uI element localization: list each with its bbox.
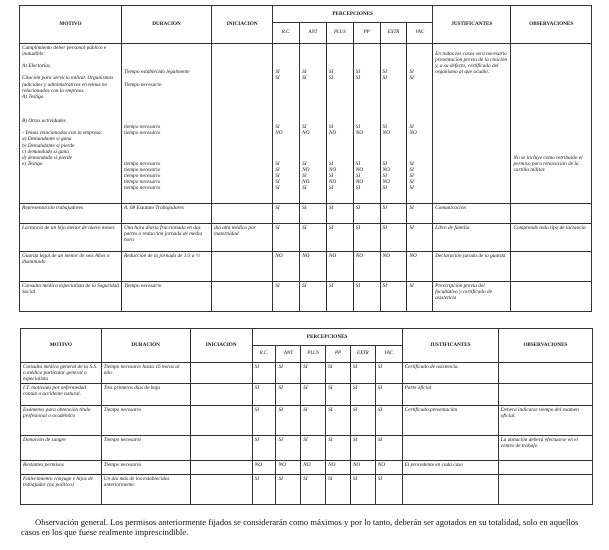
header-duracion: DURACION [101, 329, 190, 363]
cell-perc-pp: SI [353, 204, 380, 224]
perc-col-rc: R.C. [273, 23, 300, 44]
perc-col-plus: PLUS [301, 346, 326, 363]
cell-perc-pp: SI [326, 436, 351, 461]
table-row [20, 44, 592, 204]
cell-perc-rc: SI [273, 204, 300, 224]
perc-col-pp: PP [326, 346, 351, 363]
cell-observaciones [498, 363, 592, 384]
cell-motivo: Representación trabajadores [20, 204, 122, 224]
header-motivo: MOTIVO [20, 6, 122, 44]
cell-perc-ant: SI [276, 363, 301, 384]
cell-perc-plus: SI [326, 204, 353, 224]
cell-motivo: Restantes permisos [21, 461, 102, 475]
perc-col-extr: EXTR [350, 346, 375, 363]
table-row [20, 224, 592, 252]
cell-observaciones [511, 252, 592, 282]
cell-perc-vac: SI [407, 224, 433, 252]
cell-justificantes: Parte oficial [402, 384, 498, 406]
cell-observaciones: Deberá indicarse tiempo del examen oficial. [498, 406, 592, 436]
cell-perc-ant: SI [300, 224, 327, 252]
cell-perc-extr: NO [350, 461, 375, 475]
cell-iniciacion [212, 204, 273, 224]
cell-perc-rc: SI [252, 363, 276, 384]
header-motivo: MOTIVO [21, 329, 102, 363]
cell-perc-rc: NO [252, 461, 276, 475]
header-iniciacion: INICIACION [190, 329, 252, 363]
cell-perc-pp: NO [353, 252, 380, 282]
cell-perc-plus: NO [301, 461, 326, 475]
cell-perc-plus: SI [326, 224, 353, 252]
table-row [20, 252, 592, 282]
cell-perc-extr: SI [380, 224, 407, 252]
table-row [21, 461, 593, 475]
cell-perc-extr: SI [380, 282, 407, 312]
cell-perc-pp: SI [326, 384, 351, 406]
permits-table-1 [19, 5, 592, 312]
cell-observaciones [498, 461, 592, 475]
cell-perc-extr: SI [350, 406, 375, 436]
cell-justificantes: En todos los casos será necesario presentación previa de la citación y, a su defecto, certificado del organismo al que acudió. [433, 44, 511, 204]
cell-motivo: Lactancia de un hijo menor de nueve meses [20, 224, 122, 252]
cell-perc-pp: SI [326, 475, 351, 505]
cell-observaciones [511, 282, 592, 312]
cell-perc-rc: SI [252, 475, 276, 505]
cell-perc-pp: SI [326, 363, 351, 384]
cell-justificantes [402, 475, 498, 505]
perc-col-vac: VAC [375, 346, 402, 363]
header-justificantes: JUSTIFICANTES [433, 6, 511, 44]
perc-col-plus: PLUS [326, 23, 353, 44]
cell-perc-rc: SI [273, 282, 300, 312]
cell-iniciacion: día alta médico por maternidad [212, 224, 273, 252]
perc-col-rc: R.C. [252, 346, 276, 363]
cell-duracion: Tiempo necesario [121, 282, 211, 312]
cell-duracion: Tiempo necesario [101, 461, 190, 475]
cell-iniciacion [212, 282, 273, 312]
perc-col-ant: ANT [300, 23, 327, 44]
cell-perc-plus: SI [301, 406, 326, 436]
cell-perc-ant: SI [276, 384, 301, 406]
cell-justificantes: Prescripción previa del facultativo y certificado de asistencia [433, 282, 511, 312]
cell-iniciacion [190, 461, 252, 475]
cell-perc-rc: SI [252, 406, 276, 436]
cell-perc-pp: SI SI SI NO SI NO SI NO SI [353, 44, 380, 204]
cell-justificantes: El procedente en cada caso [402, 461, 498, 475]
cell-perc-vac: SI [375, 406, 402, 436]
cell-justificantes: Comunicación [433, 204, 511, 224]
cell-motivo: Cumplimiento deber personal público e inaludible: A) Electorías Citación para servicio militar. Organismos judiciales y administrativos en temas no relacionados con la empresa. A) Testigo B) Otras actividades - Temas relacionados con la empresa: a) Demandante si gana b) Demandante si pierde c) demandado si gana d) demandado si pierde e) Testigo [20, 44, 122, 204]
cell-perc-pp: SI [326, 406, 351, 436]
cell-perc-pp: NO [326, 461, 351, 475]
cell-motivo: Consulta médica especialista de la Seguridad Social [20, 282, 122, 312]
cell-perc-extr: SI [350, 363, 375, 384]
permits-table-2 [20, 328, 593, 505]
header-observaciones: OBSERVACIONES [498, 329, 592, 363]
cell-duracion: Tiempo necesario [101, 436, 190, 461]
cell-iniciacion [212, 252, 273, 282]
cell-perc-vac: SI [407, 282, 433, 312]
cell-motivo: Guarda legal de un menor de seis Años o disminuido [20, 252, 122, 282]
header-percepciones: PERCEPCIONES [252, 329, 402, 346]
cell-iniciacion [190, 363, 252, 384]
cell-iniciacion [212, 44, 273, 204]
cell-perc-vac: NO [407, 252, 433, 282]
cell-duracion: Reducción de la jornada de 1/3 a ½ [121, 252, 211, 282]
header-duracion: DURACION [121, 6, 211, 44]
cell-justificantes: Certificado de asistencia. [402, 363, 498, 384]
cell-perc-plus: SI [301, 384, 326, 406]
cell-perc-vac: SI [375, 475, 402, 505]
general-observation-note: Observación general. Los permisos anteriormente fijados se considerarán como máximos y por lo tanto, deberán ser agotados en su totalidad, solo en aquellos casos en los que fuese realmente imprescindible. [21, 517, 579, 537]
cell-perc-plus: SI [326, 282, 353, 312]
table-row [21, 406, 593, 436]
cell-perc-vac: SI [407, 204, 433, 224]
cell-duracion: Tiempo necesario [101, 406, 190, 436]
cell-justificantes: Declaración jurada de la guarda [433, 252, 511, 282]
cell-perc-extr: SI [350, 475, 375, 505]
cell-observaciones [498, 475, 592, 505]
cell-duracion: Un día más de los establecidos anteriormente. [101, 475, 190, 505]
table-row [21, 384, 593, 406]
perc-col-pp: PP [353, 23, 380, 44]
table-row [21, 436, 593, 461]
cell-perc-ant: SI SI SI NO SI NO SI NO SI [300, 44, 327, 204]
cell-duracion: Tres primeros días de baja [101, 384, 190, 406]
cell-duracion: Una hora diaria fraccionada en dos partes o reducción jornada de media hora [121, 224, 211, 252]
cell-motivo: Exámenes para obtención título profesional o académico [21, 406, 102, 436]
cell-perc-vac: SI [375, 363, 402, 384]
cell-perc-ant: SI [276, 436, 301, 461]
cell-perc-ant: NO [276, 461, 301, 475]
header-iniciacion: INICIACION [212, 6, 273, 44]
table-row [21, 363, 593, 384]
cell-observaciones: Comprende todo tipo de lactancia [511, 224, 592, 252]
header-observaciones: OBSERVACIONES [511, 6, 592, 44]
cell-perc-extr: SI [350, 384, 375, 406]
table-row [20, 282, 592, 312]
cell-perc-rc: SI SI SI NO SI SI SI SI SI [273, 44, 300, 204]
cell-perc-rc: SI [273, 224, 300, 252]
cell-perc-plus: NO [326, 252, 353, 282]
cell-justificantes: Libro de familia [433, 224, 511, 252]
table-row [21, 475, 593, 505]
header-justificantes: JUSTIFICANTES [402, 329, 498, 363]
cell-motivo: Fallecimiento cónyuge e hijos de trabajador (no político) [21, 475, 102, 505]
cell-observaciones [498, 384, 592, 406]
cell-justificantes: Certificado presentación [402, 406, 498, 436]
cell-perc-plus: SI [301, 436, 326, 461]
cell-perc-rc: NO [273, 252, 300, 282]
cell-perc-extr: SI [380, 204, 407, 224]
cell-perc-vac: NO [375, 461, 402, 475]
cell-perc-ant: SI [276, 475, 301, 505]
cell-perc-rc: SI [252, 384, 276, 406]
cell-perc-vac: SI [375, 436, 402, 461]
cell-perc-extr: SI [350, 436, 375, 461]
cell-observaciones [511, 204, 592, 224]
cell-iniciacion [190, 436, 252, 461]
perc-col-vac: VAC [407, 23, 433, 44]
cell-perc-plus: SI [301, 363, 326, 384]
cell-motivo: I.T. motivada por enfermedad común o accidente natural. [21, 384, 102, 406]
cell-perc-ant: SI [300, 282, 327, 312]
cell-duracion: A. 68 Estatuto Trabajadores [121, 204, 211, 224]
cell-perc-extr: NO [380, 252, 407, 282]
cell-perc-rc: SI [252, 436, 276, 461]
cell-duracion: Tiempo establecido legalmente Tiempo necesario tiempo necesario tiempo necesario tiempo necesario tiempo necesario tiempo necesario tiempo necesario tiempo necesario [121, 44, 211, 204]
cell-perc-plus: SI [301, 475, 326, 505]
table-row [20, 204, 592, 224]
cell-observaciones: No se incluye como retribuido el permiso para renovación de la cartilla militar. [511, 44, 592, 204]
cell-perc-pp: SI [353, 282, 380, 312]
cell-iniciacion [190, 406, 252, 436]
cell-perc-extr: SI SI SI NO SI NO SI NO SI [380, 44, 407, 204]
cell-motivo: Donación de sangre [21, 436, 102, 461]
header-percepciones: PERCEPCIONES [273, 6, 433, 23]
cell-motivo: Consulta médica general de la S.S. o médico particular general o especialista [21, 363, 102, 384]
cell-iniciacion [190, 384, 252, 406]
cell-justificantes [402, 436, 498, 461]
perc-col-ant: ANT [276, 346, 301, 363]
perc-col-extr: EXTR [380, 23, 407, 44]
cell-perc-ant: SI [276, 406, 301, 436]
cell-duracion: Tiempo necesario hasta 16 horas al año. [101, 363, 190, 384]
cell-perc-vac: SI [375, 384, 402, 406]
cell-perc-pp: SI [353, 224, 380, 252]
cell-perc-vac: SI SI SI NO SI SI SI SI SI [407, 44, 433, 204]
cell-perc-plus: SI SI SI NO SI NO SI NO SI [326, 44, 353, 204]
cell-iniciacion [190, 475, 252, 505]
cell-perc-ant: SI [300, 204, 327, 224]
cell-perc-ant: NO [300, 252, 327, 282]
cell-observaciones: La donación deberá efectuarse en el centro de trabajo [498, 436, 592, 461]
